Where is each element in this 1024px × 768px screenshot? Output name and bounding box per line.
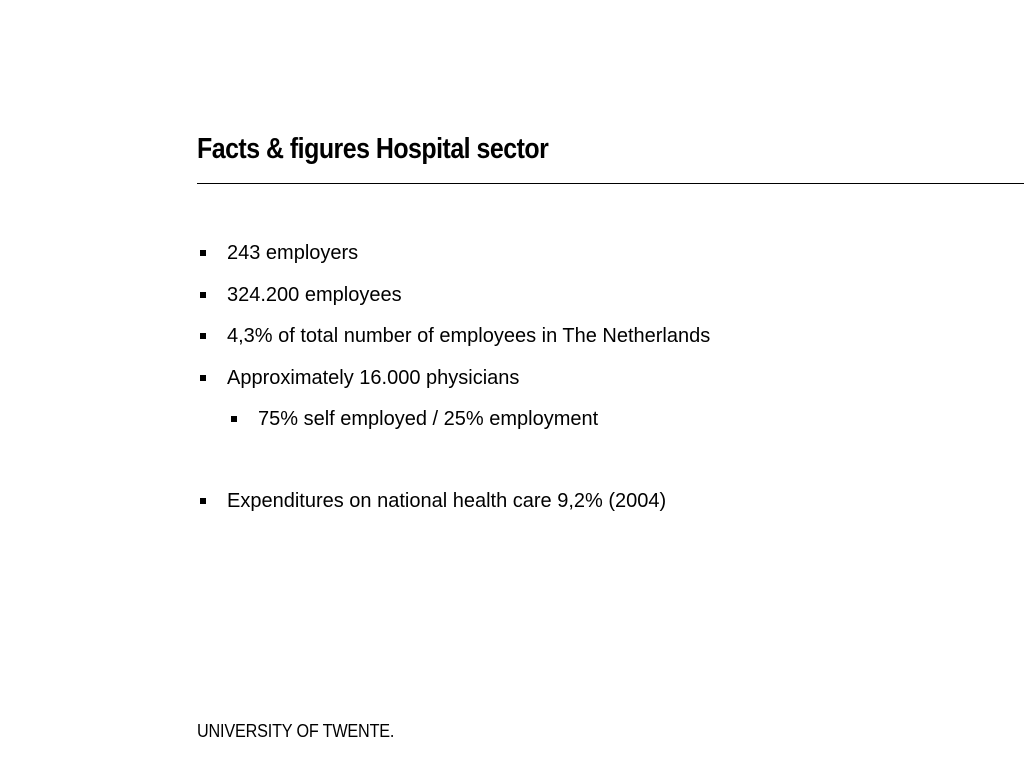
bullet-text: 243 employers <box>227 242 359 264</box>
slide-title: Facts & figures Hospital sector <box>197 133 549 165</box>
bullet-item-physicians <box>197 361 710 403</box>
bullet-list <box>197 236 710 525</box>
bullet-item-percentage <box>197 319 710 361</box>
square-bullet-icon <box>200 292 206 298</box>
square-bullet-icon <box>200 498 206 504</box>
title-divider <box>197 183 1024 184</box>
bullet-text: 75% self employed / 25% employment <box>258 408 599 430</box>
square-bullet-icon <box>200 333 206 339</box>
bullet-item-employees <box>197 278 710 320</box>
square-bullet-icon <box>231 416 237 422</box>
university-logo: UNIVERSITY OF TWENTE. <box>197 721 395 741</box>
bullet-text: Expenditures on national health care 9,2% (2004) <box>227 489 667 512</box>
bullet-text: 324.200 employees <box>227 283 402 306</box>
bullet-text: 4,3% of total number of employees in The Netherlands <box>227 325 711 347</box>
square-bullet-icon <box>200 250 206 256</box>
bullet-text: Approximately 16.000 physicians <box>227 366 520 389</box>
bullet-item-employers <box>197 236 710 278</box>
bullet-item-expenditures <box>197 484 710 526</box>
sub-bullet-item-employment <box>197 402 710 444</box>
square-bullet-icon <box>200 375 206 381</box>
